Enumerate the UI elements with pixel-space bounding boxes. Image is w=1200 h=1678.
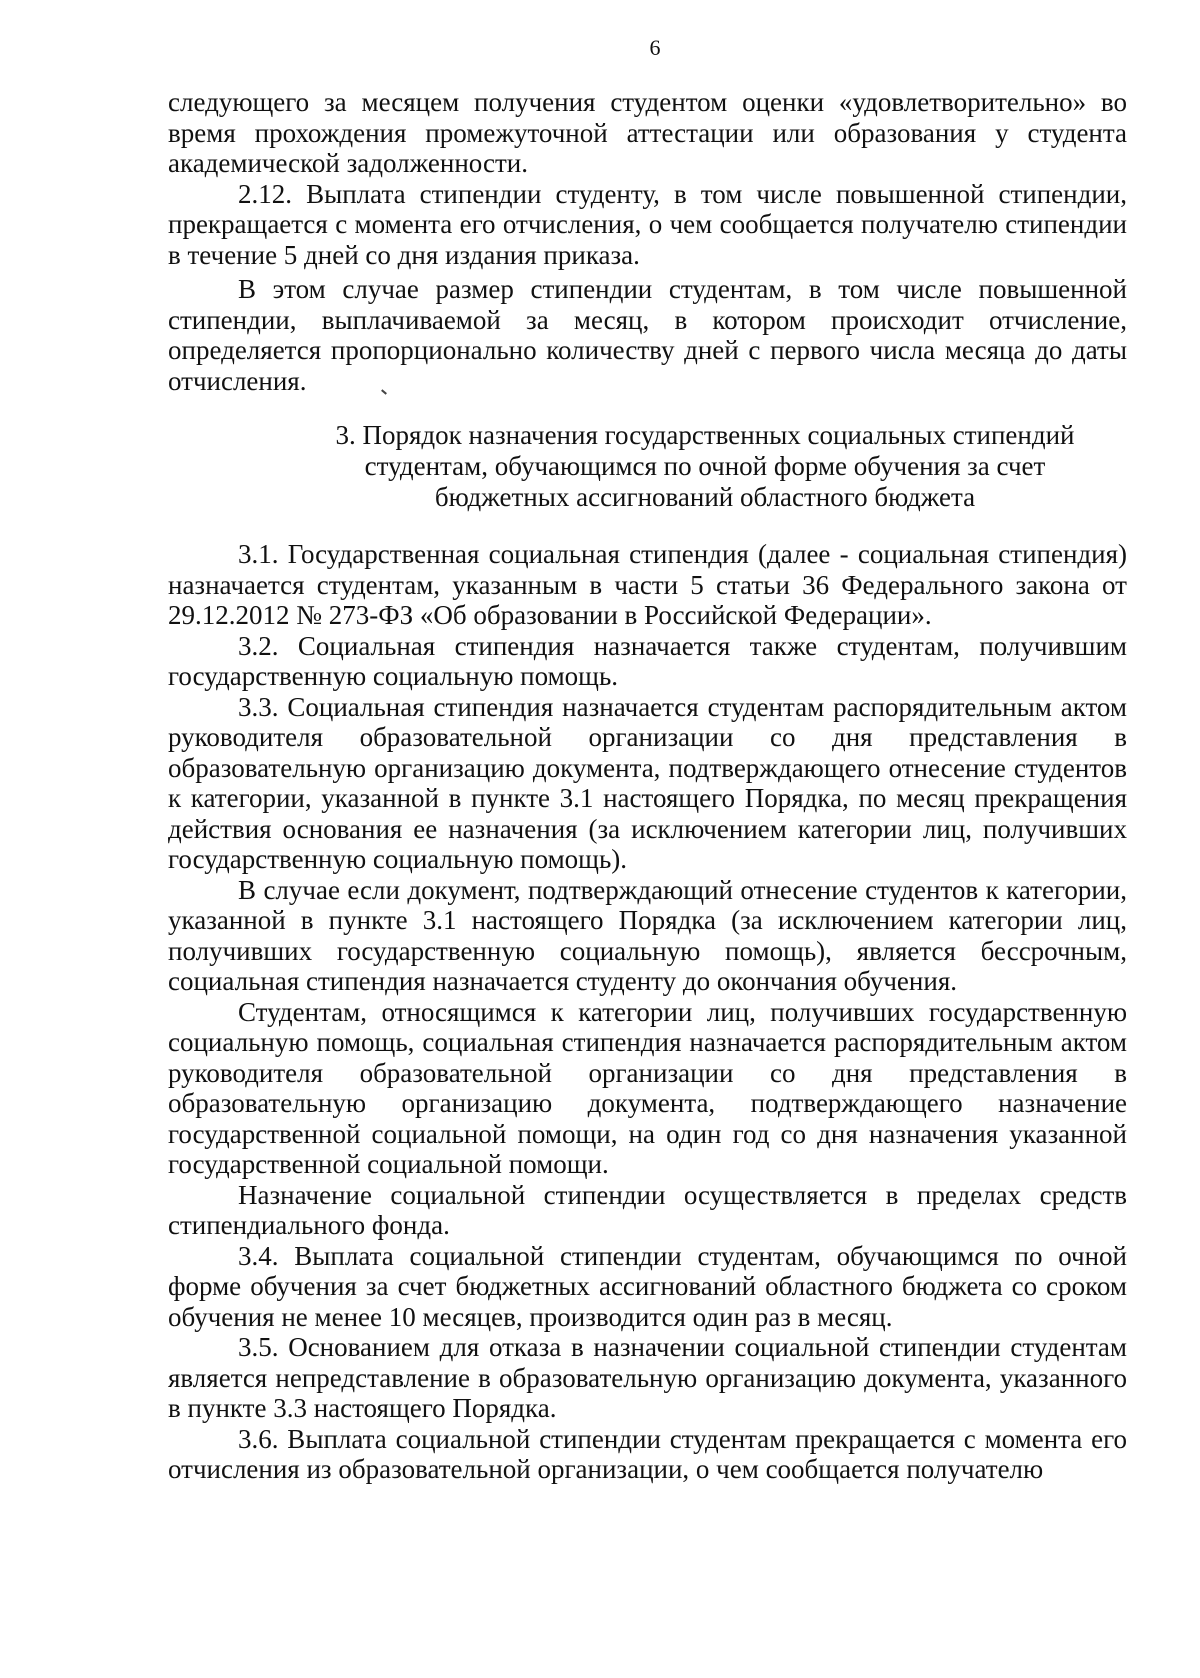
section-3-heading-line-3: бюджетных ассигнований областного бюджета [434,482,976,512]
section-3-heading-line-1: 3. Порядок назначения государственных социальных стипендий [335,420,1075,450]
paragraph-continuation: следующего за месяцем получения студентом оценки «удовлетворительно» во время прохождения промежуточной аттестации или образования у студента академической задолженности. [168,87,1127,178]
paragraph-3-3-permanent-document: В случае если документ, подтверждающий отнесение студентов к категории, указанной в пункте 3.1 настоящего Порядка (за исключением категории лиц, получивших государственную социальную помощь), является бессрочным, социальная стипендия назначается студенту до окончания обучения. [168,874,1127,996]
paragraph-3-1: 3.1. Государственная социальная стипендия (далее - социальная стипендия) назначается студентам, указанным в части 5 статьи 36 Федерального закона от 29.12.2012 № 273-ФЗ «Об образовании в Российской Федерации». [168,539,1127,630]
paragraph-3-3: 3.3. Социальная стипендия назначается студентам распорядительным актом руководителя образовательной организации со дня представления в образовательную организацию документа, подтверждающего отнесение студентов к категории, указанной в пункте 3.1 настоящего Порядка, по месяц прекращения действия основания ее назначения (за исключением категории лиц, получивших государственную социальную помощь). [168,691,1127,874]
paragraph-expulsion-proportion: В этом случае размер стипендии студентам, в том числе повышенной стипендии, выплачиваемой за месяц, в котором происходит отчисление, определяется пропорционально количеству дней с первого числа месяца до даты отчисления. [168,274,1127,396]
page-number: 6 [649,35,661,60]
paragraph-2-12: 2.12. Выплата стипендии студенту, в том числе повышенной стипендии, прекращается с момента его отчисления, о чем сообщается получателю стипендии в течение 5 дней со дня издания приказа. [168,178,1127,270]
paragraph-3-6: 3.6. Выплата социальной стипендии студентам прекращается с момента его отчисления из образовательной организации, о чем сообщается получателю [168,1423,1127,1484]
document-body [168,87,1127,1485]
paragraph-3-3-fund-limits: Назначение социальной стипендии осуществляется в пределах средств стипендиального фонда. [168,1179,1127,1240]
section-3-heading-line-2: студентам, обучающимся по очной форме обучения за счет [364,451,1046,481]
paragraph-3-3-social-assistance: Студентам, относящимся к категории лиц, получивших государственную социальную помощь, социальная стипендия назначается распорядительным актом руководителя образовательной организации со дня представления в образовательную организацию документа, подтверждающего назначение государственной социальной помощи, на один год со дня назначения указанной государственной социальной помощи. [168,996,1127,1179]
paragraph-3-5: 3.5. Основанием для отказа в назначении социальной стипендии студентам является непредставление в образовательную организацию документа, указанного в пункте 3.3 настоящего Порядка. [168,1332,1127,1423]
section-3-heading [168,420,1127,513]
paragraph-3-4: 3.4. Выплата социальной стипендии студентам, обучающимся по очной форме обучения за счет бюджетных ассигнований областного бюджета со сроком обучения не менее 10 месяцев, производится один раз в месяц. [168,1240,1127,1332]
paragraph-3-2: 3.2. Социальная стипендия назначается также студентам, получившим государственную социальную помощь. [168,630,1127,691]
